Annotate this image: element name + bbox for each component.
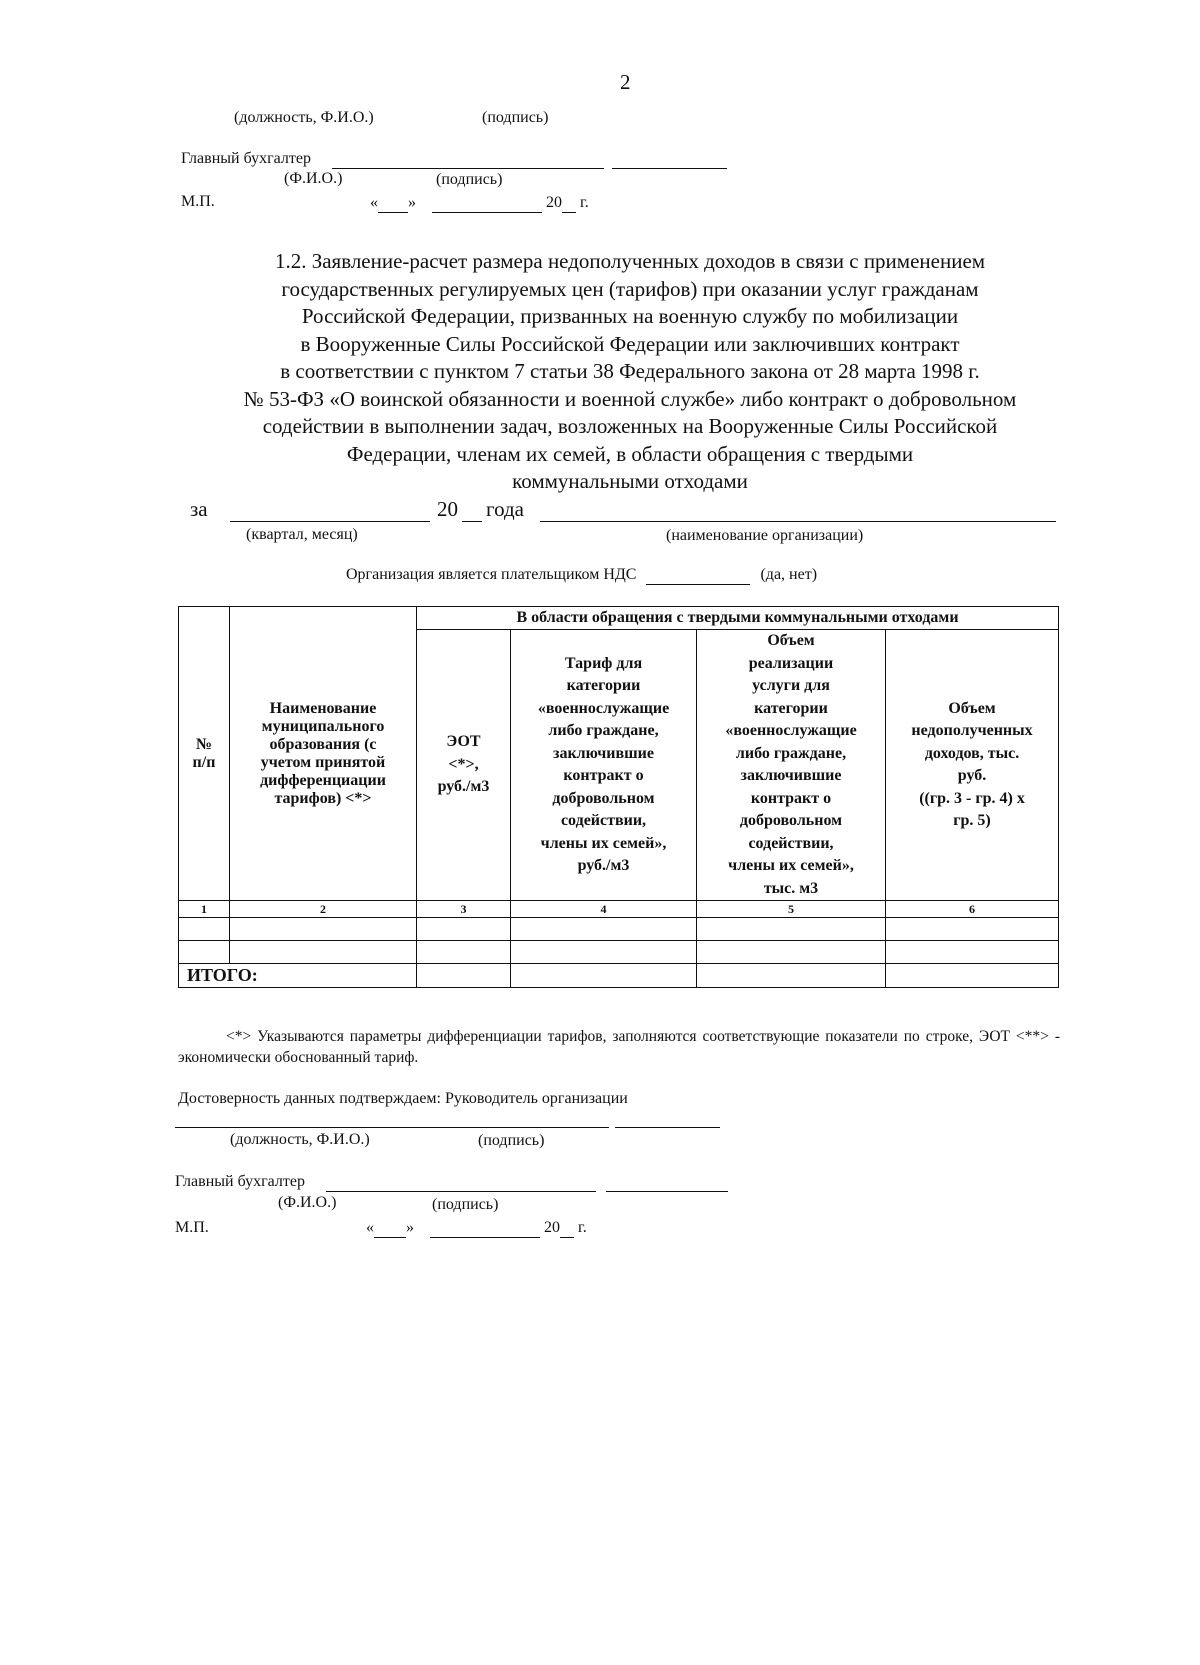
- date-close-quote: »: [408, 194, 416, 211]
- column-number: 3: [417, 901, 511, 918]
- col-header-6: Объем недополученных доходов, тыс. руб. ((гр. 3 - гр. 4) х гр. 5): [886, 630, 1059, 901]
- table-row: [179, 941, 1059, 964]
- chief-accountant-label: Главный бухгалтер: [175, 1173, 305, 1190]
- table-cell[interactable]: [511, 941, 697, 964]
- heading-line: Российской Федерации, призванных на военную службу по мобилизации: [301, 304, 959, 328]
- head-position-fio-field[interactable]: [175, 1127, 609, 1128]
- table-cell[interactable]: [230, 941, 417, 964]
- heading-line: содействии в выполнении задач, возложенных на Вооруженные Силы Российской: [262, 414, 998, 438]
- col-header-4: Тариф для категории «военнослужащие либо граждане, заключившие контракт о добровольном содействии, члены их семей», руб./м3: [511, 630, 697, 901]
- heading-line: № 53-ФЗ «О воинской обязанности и военной службе» либо контракт о добровольном: [243, 386, 1017, 411]
- chief-accountant-fio-field[interactable]: [326, 1191, 596, 1192]
- month-field[interactable]: [432, 194, 542, 213]
- date-open-quote: «: [366, 1219, 374, 1236]
- signature-caption: (подпись): [482, 109, 549, 126]
- col-header-2: Наименование муниципального образования (с учетом принятой дифференциации тарифов) <*>: [230, 607, 417, 901]
- group-header: В области обращения с твердыми коммунальными отходами: [417, 607, 1059, 630]
- table-cell[interactable]: [417, 941, 511, 964]
- chief-accountant-signature-field[interactable]: [606, 1191, 728, 1192]
- vat-label: Организация является плательщиком НДС: [346, 566, 637, 583]
- month-field[interactable]: [430, 1219, 540, 1238]
- table-cell[interactable]: [230, 918, 417, 941]
- chief-accountant-label: Главный бухгалтер: [181, 150, 311, 167]
- year-suffix: г.: [580, 194, 589, 211]
- date-close-quote: »: [406, 1219, 414, 1236]
- heading-line: коммунальными отходами: [512, 469, 748, 493]
- table-cell[interactable]: [511, 918, 697, 941]
- total-row: [179, 964, 1059, 988]
- total-cell[interactable]: [697, 964, 886, 988]
- for-label: за: [190, 497, 208, 521]
- head-signature-field[interactable]: [615, 1127, 720, 1128]
- day-field[interactable]: [374, 1219, 406, 1238]
- table-row: [179, 918, 1059, 941]
- table-cell[interactable]: [697, 941, 886, 964]
- year-prefix: 20: [544, 1219, 560, 1236]
- org-caption: (наименование организации): [666, 527, 864, 544]
- confirmation-text: Достоверность данных подтверждаем: Руководитель организации: [178, 1090, 628, 1107]
- signature-caption: (подпись): [478, 1132, 545, 1149]
- col-header-1: № п/п: [179, 607, 230, 901]
- period-year-field[interactable]: [462, 521, 482, 522]
- period-caption: (квартал, месяц): [246, 526, 358, 543]
- day-field[interactable]: [378, 194, 408, 213]
- column-number: 2: [230, 901, 417, 918]
- chief-accountant-fio-field[interactable]: [332, 168, 604, 169]
- total-cell[interactable]: [417, 964, 511, 988]
- stamp-label: М.П.: [175, 1219, 209, 1236]
- heading-line: 1.2. Заявление-расчет размера недополученных доходов в связи с применением: [274, 249, 986, 273]
- col-header-5: Объем реализации услуги для категории «военнослужащие либо граждане, заключившие контракт о добровольном содействии, члены их семей», тыс. м3: [697, 630, 886, 901]
- date-block: [366, 1219, 587, 1238]
- table-cell[interactable]: [697, 918, 886, 941]
- organization-name-field[interactable]: [540, 521, 1056, 522]
- signature-caption-2: (подпись): [436, 171, 503, 188]
- stamp-label: М.П.: [181, 193, 215, 210]
- date-open-quote: «: [370, 194, 378, 211]
- fio-caption: (Ф.И.О.): [278, 1194, 337, 1211]
- heading-line: государственных регулируемых цен (тарифов) при оказании услуг гражданам: [281, 276, 979, 301]
- calculation-table: [178, 606, 1059, 988]
- year-field[interactable]: [562, 194, 576, 213]
- fio-caption: (Ф.И.О.): [284, 170, 343, 187]
- position-fio-caption: (должность, Ф.И.О.): [234, 109, 374, 126]
- heading-line: Федерации, членам их семей, в области обращения с твердыми: [346, 441, 914, 466]
- period-year-prefix: 20: [437, 497, 458, 521]
- signature-caption-2: (подпись): [432, 1196, 499, 1213]
- total-label: ИТОГО:: [179, 964, 417, 988]
- date-block: [370, 194, 589, 213]
- vat-line: [346, 566, 817, 585]
- page-number: 2: [620, 70, 631, 94]
- year-prefix: 20: [546, 194, 562, 211]
- column-number: 6: [886, 901, 1059, 918]
- period-field[interactable]: [230, 521, 430, 522]
- heading-line: в Вооруженные Силы Российской Федерации или заключивших контракт: [300, 331, 960, 356]
- column-number: 1: [179, 901, 230, 918]
- year-field[interactable]: [560, 1219, 574, 1238]
- heading-line: в соответствии с пунктом 7 статьи 38 Федерального закона от 28 марта 1998 г.: [280, 359, 980, 383]
- column-number: 5: [697, 901, 886, 918]
- year-suffix: г.: [578, 1219, 587, 1236]
- total-cell[interactable]: [511, 964, 697, 988]
- chief-accountant-signature-field[interactable]: [612, 168, 727, 169]
- column-number: 4: [511, 901, 697, 918]
- column-numbers-row: [179, 901, 1059, 918]
- col-header-3: ЭОТ <*>, руб./м3: [417, 630, 511, 901]
- vat-options: (да, нет): [760, 566, 818, 583]
- year-label: года: [486, 497, 524, 521]
- table-cell[interactable]: [417, 918, 511, 941]
- table-cell[interactable]: [179, 941, 230, 964]
- footnote: <*> Указываются параметры дифференциации тарифов, заполняются соответствующие показатели по строке, ЭОТ <**> - экономически обоснованный тариф.: [178, 1028, 1060, 1066]
- vat-field[interactable]: [646, 566, 750, 585]
- table-cell[interactable]: [886, 918, 1059, 941]
- table-cell[interactable]: [886, 941, 1059, 964]
- position-fio-caption: (должность, Ф.И.О.): [230, 1131, 370, 1148]
- total-cell[interactable]: [886, 964, 1059, 988]
- document-heading: [180, 248, 1080, 496]
- table-cell[interactable]: [179, 918, 230, 941]
